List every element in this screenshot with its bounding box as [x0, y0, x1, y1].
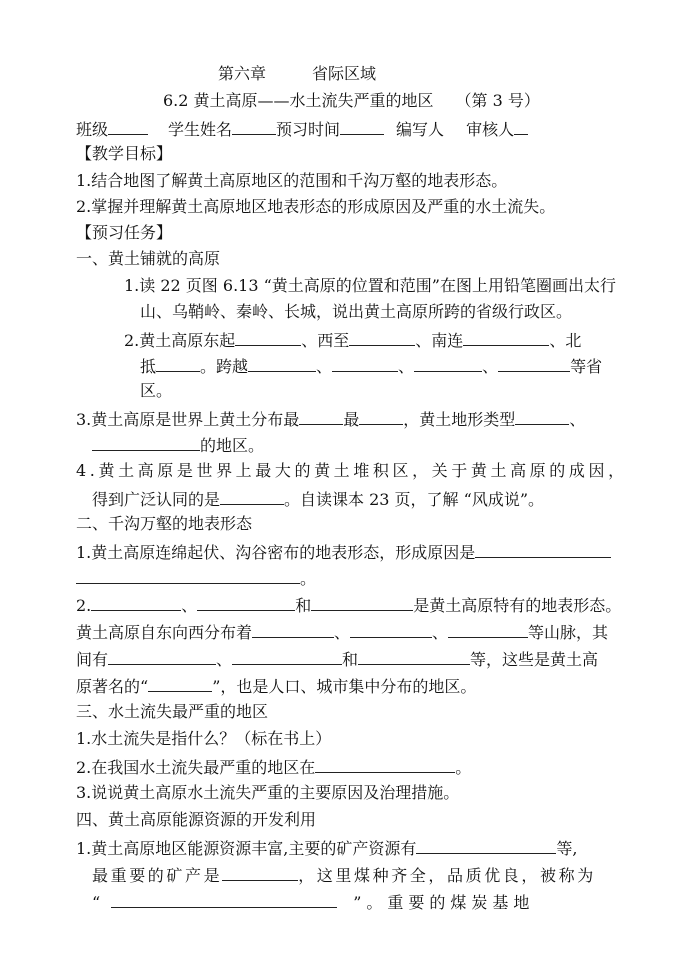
- landform-blank[interactable]: [92, 434, 200, 451]
- s1-q3-text: 的地区。: [200, 436, 265, 455]
- s4-q1-text: ”。重要的煤炭基地: [353, 893, 535, 912]
- s2-q2-text: 、: [432, 623, 449, 642]
- mountain-blank[interactable]: [350, 621, 432, 638]
- s1-q1-line1: 1.读 22 页图 6.13 “黄土高原的位置和范围”在图上用铅笔圈画出太行: [124, 276, 616, 295]
- s1-q1-line2: 山、乌鞘岭、秦岭、长城，说出黄土高原所跨的省级行政区。: [140, 302, 573, 321]
- chapter-title: [218, 64, 376, 84]
- section-two-title: 二、千沟万壑的地表形态: [76, 514, 253, 533]
- s1-q4-text: 得到广泛认同的是: [92, 490, 221, 509]
- s1-q2-text: 、: [482, 357, 499, 376]
- loess-blank[interactable]: [299, 408, 343, 425]
- s2-q2-text: 、: [334, 623, 351, 642]
- s3-q2-text: 2.在我国水土流失最严重的地区在: [76, 758, 316, 777]
- reason-blank[interactable]: [76, 567, 300, 584]
- reason-blank[interactable]: [475, 541, 611, 558]
- tasks-heading: 【预习任务】: [76, 223, 173, 242]
- s1-q3-line2: [92, 434, 264, 456]
- class-label: 班级: [76, 120, 109, 139]
- s3-q1: 1.水土流失是指什么？（标在书上）: [76, 729, 332, 748]
- s2-q2-line3: [76, 648, 598, 670]
- s2-q2-line2: [76, 621, 608, 643]
- s4-q1-text: “: [92, 893, 106, 912]
- s3-q3: 3.说说黄土高原水土流失严重的主要原因及治理措施。: [76, 783, 460, 802]
- east-blank[interactable]: [235, 329, 301, 346]
- s1-q2-text: 、北: [549, 331, 582, 350]
- s1-q2-line3: 区。: [140, 381, 173, 400]
- s2-q2-text: 间有: [76, 650, 109, 669]
- s2-q2-text: 等，这些是黄土高: [470, 650, 599, 669]
- province-blank[interactable]: [498, 355, 570, 372]
- nickname-blank[interactable]: [111, 891, 337, 908]
- mineral-blank[interactable]: [416, 837, 556, 854]
- granary-blank[interactable]: [148, 675, 212, 692]
- reviewer-label: 审核人: [466, 120, 515, 139]
- preview-time-blank[interactable]: [340, 118, 384, 135]
- s1-q3-text: 3.黄土高原是世界上黄土分布最: [76, 410, 300, 429]
- s2-q2-text: 和: [295, 596, 312, 615]
- origin-blank[interactable]: [220, 488, 284, 505]
- s1-q2-text: 。跨越: [200, 357, 249, 376]
- landform-type-blank[interactable]: [197, 594, 295, 611]
- s2-q2-text: 2.: [76, 596, 92, 615]
- s1-q3-line1: [76, 408, 585, 430]
- objectives-heading: 【教学目标】: [76, 144, 173, 163]
- s2-q1-line1: [76, 541, 611, 563]
- s1-q3-text: 最: [343, 410, 360, 429]
- loess-blank[interactable]: [359, 408, 403, 425]
- key-mineral-blank[interactable]: [222, 864, 298, 881]
- preview-time-label: 预习时间: [276, 120, 341, 139]
- s1-q4-line2: [92, 488, 544, 510]
- s2-q2-text: ”，也是人口、城市集中分布的地区。: [212, 677, 477, 696]
- s1-q2-text: 、: [398, 357, 415, 376]
- s1-q3-text: ，黄土地形类型: [403, 410, 516, 429]
- landform-blank[interactable]: [515, 408, 569, 425]
- s4-q1-text: ，这里煤种齐全，品质优良，被称为: [298, 866, 596, 885]
- s2-q2-text: 、: [181, 596, 198, 615]
- lesson-title: [163, 91, 540, 111]
- north-blank[interactable]: [156, 355, 200, 372]
- objective-item: 1.结合地图了解黄土高原地区的范围和千沟万壑的地表形态。: [76, 171, 508, 190]
- writer-label: 编写人: [396, 120, 445, 139]
- lesson-subtitle: 6.2 黄土高原——水土流失严重的地区: [163, 91, 434, 110]
- s4-q1-text: 最重要的矿产是: [92, 866, 223, 885]
- s2-q2-text: 原著名的“: [76, 677, 149, 696]
- s4-q1-text: 1.黄土高原地区能源资源丰富,主要的矿产资源有: [76, 839, 417, 858]
- region-label: 省际区域: [312, 64, 377, 83]
- section-four-title: 四、黄土高原能源资源的开发利用: [76, 810, 317, 829]
- s2-q1-line2: [76, 567, 316, 589]
- s1-q2-text: 2.黄土高原东起: [124, 331, 236, 350]
- s3-q2-line: [76, 756, 471, 778]
- province-blank[interactable]: [414, 355, 482, 372]
- student-name-blank[interactable]: [232, 118, 276, 135]
- s4-q1-text: 等,: [556, 839, 578, 858]
- basin-blank[interactable]: [358, 648, 470, 665]
- s3-q2-text: 。: [455, 758, 472, 777]
- student-name-label: 学生姓名: [168, 120, 233, 139]
- reviewer-blank[interactable]: [514, 118, 528, 135]
- province-blank[interactable]: [248, 355, 316, 372]
- province-blank[interactable]: [332, 355, 398, 372]
- s2-q2-text: 等山脉，其: [528, 623, 609, 642]
- class-blank[interactable]: [108, 118, 148, 135]
- landform-type-blank[interactable]: [311, 594, 413, 611]
- section-three-title: 三、水土流失最严重的地区: [76, 702, 269, 721]
- erosion-area-blank[interactable]: [315, 756, 455, 773]
- s1-q2-text: 、: [316, 357, 333, 376]
- s2-q2-text: 和: [342, 650, 359, 669]
- mountain-blank[interactable]: [252, 621, 334, 638]
- section-one-title: 一、黄土铺就的高原: [76, 249, 221, 268]
- s4-q1-line1: [76, 837, 577, 859]
- s2-q2-line4: [76, 675, 476, 697]
- s1-q2-line2: [140, 355, 602, 377]
- west-blank[interactable]: [349, 329, 415, 346]
- chapter-label: 第六章: [218, 64, 267, 83]
- s1-q2-text: 抵: [140, 357, 157, 376]
- basin-blank[interactable]: [108, 648, 216, 665]
- s4-q1-line3: [92, 891, 534, 913]
- s1-q4-text: 。自读课本 23 页，了解 “风成说”。: [284, 490, 544, 509]
- s2-q2-text: 黄土高原自东向西分布着: [76, 623, 253, 642]
- s1-q2-line1: [124, 329, 581, 351]
- objective-item: 2.掌握并理解黄土高原地区地表形态的形成原因及严重的水土流失。: [76, 197, 556, 216]
- s1-q4-line1: 4.黄土高原是世界上最大的黄土堆积区，关于黄土高原的成因，: [76, 461, 628, 480]
- s1-q2-text: 等省: [570, 357, 603, 376]
- s2-q2-line1: [76, 594, 621, 616]
- info-row: [76, 118, 528, 140]
- s2-q1-text: 1.黄土高原连绵起伏、沟谷密布的地表形态，形成原因是: [76, 543, 476, 562]
- landform-type-blank[interactable]: [91, 594, 181, 611]
- s4-q1-line2: [92, 864, 596, 886]
- s2-q1-text: 。: [300, 569, 317, 588]
- south-blank[interactable]: [463, 329, 549, 346]
- s2-q2-text: 、: [216, 650, 233, 669]
- s2-q2-text: 是黄土高原特有的地表形态。: [413, 596, 622, 615]
- mountain-blank[interactable]: [448, 621, 528, 638]
- s1-q2-text: 、西至: [301, 331, 350, 350]
- s1-q2-text: 、南连: [415, 331, 464, 350]
- lesson-number: （第 3 号）: [455, 91, 540, 110]
- basin-blank[interactable]: [232, 648, 342, 665]
- s1-q3-text: 、: [569, 410, 586, 429]
